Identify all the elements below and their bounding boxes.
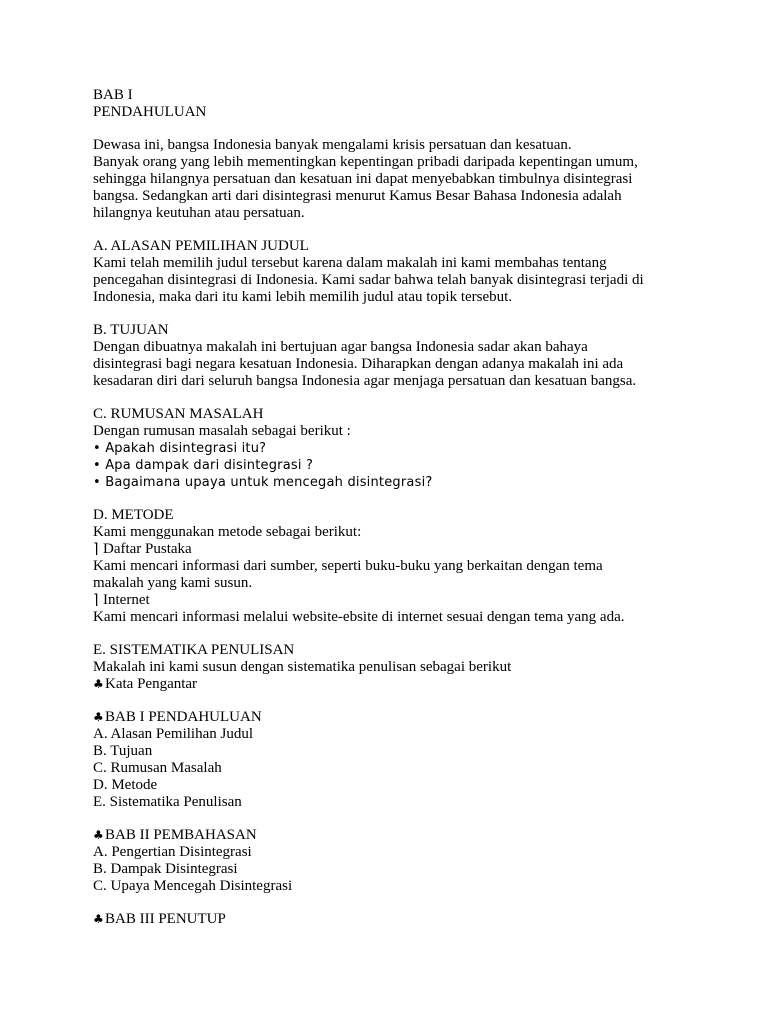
section-b-line: Dengan dibuatnya makalah ini bertujuan agar bangsa Indonesia sadar akan bahaya — [93, 339, 588, 355]
spacer — [93, 121, 733, 137]
method-item — [93, 541, 733, 558]
outline-subitem: A. Pengertian Disintegrasi — [93, 844, 252, 860]
intro-line: sehingga hilangnya persatuan dan kesatuan ini dapat menyebabkan timbulnya disintegrasi — [93, 171, 633, 187]
intro-line: bangsa. Sedangkan arti dari disintegrasi menurut Kamus Besar Bahasa Indonesia adalah — [93, 188, 622, 204]
intro-line: Dewasa ini, bangsa Indonesia banyak mengalami krisis persatuan dan kesatuan. — [93, 137, 572, 153]
section-b-line: kesadaran diri dari seluruh bangsa Indonesia agar menjaga persatuan dan kesatuan bangsa. — [93, 373, 637, 389]
section-b-line: disintegrasi bagi negara kesatuan Indonesia. Diharapkan dengan adanya makalah ini ada — [93, 356, 624, 372]
outline-subitem: B. Dampak Disintegrasi — [93, 861, 238, 877]
method-label: Daftar Pustaka — [103, 541, 192, 557]
section-a-line: Indonesia, maka dari itu kami lebih memilih judul atau topik tersebut. — [93, 289, 513, 305]
club-bullet-icon: ♣ — [93, 677, 104, 691]
section-a-line: Kami telah memilih judul tersebut karena dalam makalah ini kami membahas tentang — [93, 255, 607, 271]
outline-subitem: A. Alasan Pemilihan Judul — [93, 726, 253, 742]
section-a-heading: A. ALASAN PEMILIHAN JUDUL — [93, 238, 309, 254]
section-b-heading: B. TUJUAN — [93, 322, 169, 338]
chapter-number: BAB I — [93, 87, 133, 103]
outline-chapter — [93, 911, 733, 928]
question-bullet: • Bagaimana upaya untuk mencegah disintegrasi? — [93, 475, 433, 490]
spacer — [93, 306, 733, 322]
section-d-intro: Kami menggunakan metode sebagai berikut: — [93, 524, 362, 540]
outline-label: Kata Pengantar — [105, 676, 198, 692]
chapter-title: PENDAHULUAN — [93, 104, 207, 120]
intro-line: hilangnya keutuhan atau persatuan. — [93, 205, 305, 221]
spacer — [93, 811, 733, 827]
club-bullet-icon: ♣ — [93, 912, 104, 926]
method-label: Internet — [103, 592, 150, 608]
outline-item — [93, 676, 733, 693]
method-description: Kami mencari informasi melalui website-ebsite di internet sesuai dengan tema yang ada. — [93, 609, 625, 625]
spacer — [93, 491, 733, 507]
section-e-intro: Makalah ini kami susun dengan sistematika penulisan sebagai berikut — [93, 659, 512, 675]
outline-chapter-title: BAB II PEMBAHASAN — [105, 827, 257, 843]
section-a-line: pencegahan disintegrasi di Indonesia. Kami sadar bahwa telah banyak disintegrasi terjadi di — [93, 272, 644, 288]
section-c-heading: C. RUMUSAN MASALAH — [93, 406, 264, 422]
bracket-marker-icon: ⌉ — [93, 592, 99, 608]
method-item — [93, 592, 733, 609]
spacer — [93, 895, 733, 911]
spacer — [93, 693, 733, 709]
section-c-intro: Dengan rumusan masalah sebagai berikut : — [93, 423, 351, 439]
club-bullet-icon: ♣ — [93, 710, 104, 724]
outline-subitem: C. Upaya Mencegah Disintegrasi — [93, 878, 293, 894]
outline-subitem: B. Tujuan — [93, 743, 153, 759]
outline-chapter — [93, 709, 733, 726]
spacer — [93, 390, 733, 406]
method-description: makalah yang kami susun. — [93, 575, 253, 591]
outline-chapter — [93, 827, 733, 844]
section-e-heading: E. SISTEMATIKA PENULISAN — [93, 642, 295, 658]
club-bullet-icon: ♣ — [93, 828, 104, 842]
outline-chapter-title: BAB I PENDAHULUAN — [105, 709, 262, 725]
bracket-marker-icon: ⌉ — [93, 541, 99, 557]
document-page — [93, 87, 733, 928]
intro-line: Banyak orang yang lebih mementingkan kepentingan pribadi daripada kepentingan umum, — [93, 154, 638, 170]
question-bullet: • Apakah disintegrasi itu? — [93, 441, 267, 456]
spacer — [93, 626, 733, 642]
method-description: Kami mencari informasi dari sumber, seperti buku-buku yang berkaitan dengan tema — [93, 558, 603, 574]
outline-chapter-title: BAB III PENUTUP — [105, 911, 226, 927]
question-bullet: • Apa dampak dari disintegrasi ? — [93, 458, 314, 473]
outline-subitem: D. Metode — [93, 777, 158, 793]
section-d-heading: D. METODE — [93, 507, 174, 523]
outline-subitem: E. Sistematika Penulisan — [93, 794, 242, 810]
spacer — [93, 222, 733, 238]
outline-subitem: C. Rumusan Masalah — [93, 760, 222, 776]
